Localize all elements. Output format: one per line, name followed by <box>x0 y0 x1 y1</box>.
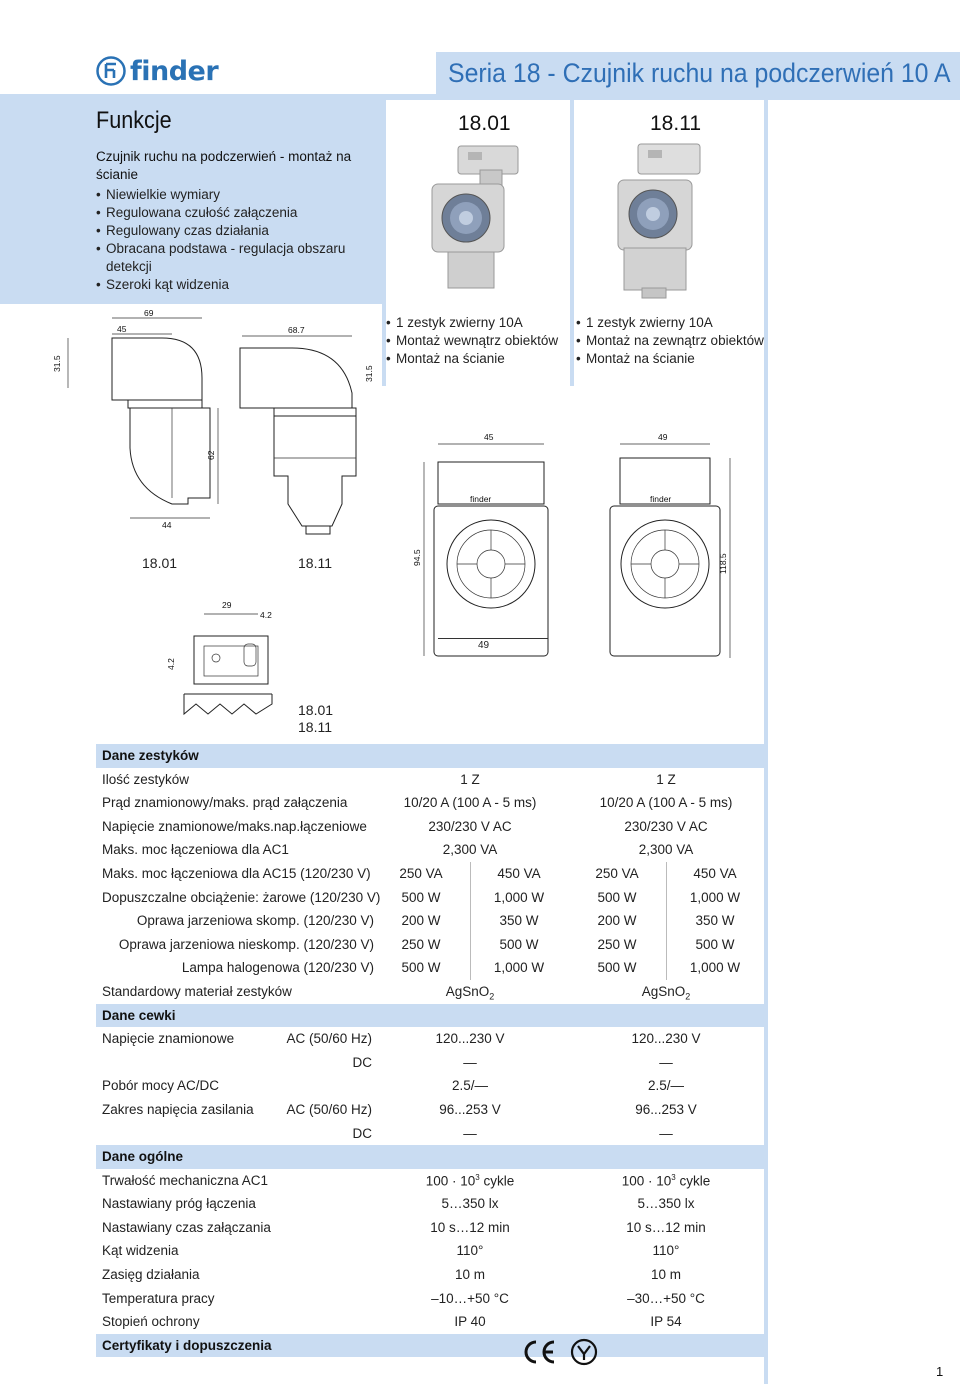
drawing-label-18-11: 18.11 <box>298 555 332 571</box>
value-18-01: — <box>463 1125 477 1141</box>
table-row <box>96 1027 764 1051</box>
row-label: Kąt widzenia <box>102 1243 179 1259</box>
value-18-01-a: 500 W <box>401 889 441 905</box>
row-label: Maks. moc łączeniowa dla AC1 <box>102 842 289 858</box>
material-subscript: 2 <box>685 991 691 1002</box>
value-18-11: 10 m <box>650 1267 681 1283</box>
value-18-11: 2,300 VA <box>638 842 694 858</box>
life-value: 100 · 10 <box>621 1173 672 1189</box>
value-18-11-a: 500 W <box>597 889 637 905</box>
value-18-01 <box>372 1173 568 1189</box>
row-label: Nastawiany próg łączenia <box>102 1196 256 1212</box>
value-18-01: 10 s…12 min <box>430 1219 510 1235</box>
sensor-head-outline <box>240 348 352 408</box>
cell-divider <box>666 909 667 933</box>
finder-logo-icon <box>96 56 126 86</box>
logo-mark: finder <box>650 494 672 504</box>
gland-outline <box>306 526 330 534</box>
value-18-01-b: 1,000 W <box>493 889 545 905</box>
value-18-11: 10/20 A (100 A - 5 ms) <box>599 795 733 811</box>
value-18-11-b: 450 VA <box>693 865 737 881</box>
row-label: Lampa halogenowa (120/230 V) <box>181 960 374 976</box>
dim-label: 31.5 <box>364 365 374 382</box>
row-sublabel: AC (50/60 Hz) <box>286 1101 372 1117</box>
dim-label: 68.7 <box>288 325 305 335</box>
model-code-18-11: 18.11 <box>650 112 701 135</box>
page-number: 1 <box>936 1364 944 1379</box>
cell-divider <box>470 886 471 910</box>
dim-label: 45 <box>117 324 127 334</box>
value-18-01-a: 200 W <box>401 913 441 929</box>
dim-label: 49 <box>478 640 490 651</box>
material-subscript: 2 <box>489 991 495 1002</box>
section-title: Dane ogólne <box>102 1149 184 1165</box>
product-photo-18-01 <box>410 140 550 300</box>
row-label: Temperatura pracy <box>102 1290 215 1306</box>
value-18-11-b: 1,000 W <box>689 960 741 976</box>
lens-center <box>477 550 505 578</box>
value-18-11 <box>568 1173 764 1189</box>
value-18-11 <box>568 984 764 1002</box>
value-18-01: 110° <box>456 1243 484 1259</box>
feature-item: • 1 zestyk zwierny 10A <box>576 314 764 332</box>
table-row <box>96 1216 764 1240</box>
life-exponent: 3 <box>475 1172 480 1182</box>
dim-label: 49 <box>658 432 668 442</box>
finder-logo <box>96 52 228 90</box>
table-row <box>96 956 764 980</box>
table-row <box>96 1169 764 1193</box>
value-18-11-a: 250 W <box>597 936 637 952</box>
value-18-11: 2.5/— <box>647 1078 685 1094</box>
row-label: Zasięg działania <box>102 1267 200 1283</box>
value-18-01: 1 Z <box>460 771 480 787</box>
table-row <box>96 1263 764 1287</box>
body-outline-18-01 <box>130 408 210 504</box>
table-row <box>96 815 764 839</box>
table-row <box>96 1310 764 1334</box>
value-18-11: –30…+50 °C <box>627 1290 705 1306</box>
row-label: Standardowy materiał zestyków <box>102 983 292 999</box>
table-row <box>96 1239 764 1263</box>
value-18-11-a: 200 W <box>597 913 637 929</box>
value-18-01: 230/230 V AC <box>428 818 512 834</box>
row-label: Prąd znamionowy/maks. prąd załączenia <box>102 795 348 811</box>
dim-label: 44 <box>162 520 172 530</box>
quality-mark-icon <box>570 1338 598 1366</box>
value-18-01-b: 500 W <box>499 936 539 952</box>
value-18-11: IP 54 <box>650 1314 682 1330</box>
table-row <box>96 1287 764 1311</box>
cell-divider <box>666 956 667 980</box>
value-18-11: 1 Z <box>656 771 676 787</box>
row-label: Napięcie znamionowe/maks.nap.łączeniowe <box>102 818 367 834</box>
table-row <box>96 1051 764 1075</box>
certification-marks <box>520 1338 598 1366</box>
row-label: Dopuszczalne obciążenie: żarowe (120/230 V) <box>102 889 381 905</box>
value-18-01-a: 250 VA <box>399 865 443 881</box>
row-label: Napięcie znamionowe <box>102 1031 235 1047</box>
drawing-label-18-01: 18.01 <box>298 702 334 718</box>
value-18-01-b: 450 VA <box>497 865 541 881</box>
section-coil <box>96 1004 764 1028</box>
value-18-11-b: 500 W <box>695 936 735 952</box>
sensor-head-outline <box>112 338 202 400</box>
row-sublabel: DC <box>352 1125 372 1141</box>
functions-list <box>96 186 378 294</box>
cell-divider <box>470 933 471 957</box>
row-sublabel: DC <box>352 1054 372 1070</box>
column-separator <box>764 96 768 1384</box>
row-label: Nastawiany czas załączania <box>102 1219 271 1235</box>
value-18-11-a: 500 W <box>597 960 637 976</box>
value-18-11: 10 s…12 min <box>626 1219 706 1235</box>
ce-mark-icon <box>520 1338 560 1366</box>
life-unit: cykle <box>479 1173 515 1189</box>
value-18-01 <box>372 984 568 1002</box>
front-view-drawing <box>410 426 740 666</box>
function-item: • Obracana podstawa - regulacja obszaru detekcji <box>96 240 378 276</box>
table-row <box>96 933 764 957</box>
material-value: AgSnO <box>445 983 490 999</box>
table-row <box>96 768 764 792</box>
base-view-drawing <box>160 596 290 720</box>
value-18-11: 110° <box>652 1243 680 1259</box>
row-label: Trwałość mechaniczna AC1 <box>102 1172 269 1188</box>
wall-section <box>184 694 272 714</box>
value-18-01: 120...230 V <box>435 1031 505 1047</box>
row-label: Oprawa jarzeniowa skomp. (120/230 V) <box>136 913 374 929</box>
value-18-01: 96...253 V <box>439 1101 501 1117</box>
lens-center <box>651 550 679 578</box>
value-18-11-b: 1,000 W <box>689 889 741 905</box>
section-contacts <box>96 744 764 768</box>
brand-name: finder <box>130 55 219 87</box>
value-18-01: 5…350 lx <box>441 1196 499 1212</box>
cell-divider <box>470 862 471 886</box>
table-row <box>96 791 764 815</box>
value-18-01: 2.5/— <box>451 1078 489 1094</box>
dim-line <box>438 638 548 639</box>
value-18-11: 96...253 V <box>635 1101 697 1117</box>
screw-hole <box>212 654 220 662</box>
row-label: Pobór mocy AC/DC <box>102 1078 220 1094</box>
slot-outline <box>244 644 256 666</box>
row-label: Zakres napięcia zasilania <box>102 1101 254 1117</box>
product-photo-18-11 <box>596 140 736 300</box>
dim-label: 4.2 <box>166 658 176 670</box>
value-18-01: 2,300 VA <box>442 842 498 858</box>
dim-label: 45 <box>484 432 494 442</box>
base-outline <box>194 636 268 684</box>
section-general <box>96 1145 764 1169</box>
row-label: Ilość zestyków <box>102 771 190 787</box>
model-features-18-01 <box>386 314 558 368</box>
functions-title: Funkcje <box>96 107 172 134</box>
series-title: Seria 18 - Czujnik ruchu na podczerwień 10 A <box>448 58 951 88</box>
dim-label: 31.5 <box>52 355 62 372</box>
table-row <box>96 862 764 886</box>
dim-label: 94.5 <box>412 549 422 566</box>
table-row <box>96 909 764 933</box>
drawing-label-18-11: 18.11 <box>298 719 332 735</box>
drawing-label-18-01: 18.01 <box>142 555 178 571</box>
value-18-01-b: 350 W <box>499 913 539 929</box>
section-title: Dane zestyków <box>102 748 199 763</box>
value-18-01: –10…+50 °C <box>431 1290 509 1306</box>
life-value: 100 · 10 <box>425 1173 476 1189</box>
value-18-11: — <box>659 1054 673 1070</box>
dim-label: 62 <box>206 450 216 460</box>
value-18-01: 10 m <box>454 1267 485 1283</box>
section-certificates <box>96 1334 764 1358</box>
table-row <box>96 980 764 1004</box>
cell-divider <box>470 956 471 980</box>
function-item: • Niewielkie wymiary <box>96 186 378 204</box>
model-features-18-11 <box>576 314 764 368</box>
feature-item: • Montaż na ścianie <box>576 350 764 368</box>
life-unit: cykle <box>675 1173 711 1189</box>
table-row <box>96 1074 764 1098</box>
section-title: Dane cewki <box>102 1007 176 1023</box>
material-value: AgSnO <box>641 983 686 999</box>
value-18-01: IP 40 <box>454 1314 486 1330</box>
function-item: • Regulowany czas działania <box>96 222 378 240</box>
section-title: Certyfikaty i dopuszczenia <box>102 1337 272 1353</box>
value-18-11: 120...230 V <box>631 1031 701 1047</box>
value-18-01-b: 1,000 W <box>493 960 545 976</box>
row-label: Maks. moc łączeniowa dla AC15 (120/230 V) <box>102 865 371 881</box>
cell-divider <box>666 933 667 957</box>
value-18-01-a: 250 W <box>401 936 441 952</box>
logo-mark: finder <box>470 494 492 504</box>
joint-outline <box>274 408 356 416</box>
value-18-11: 5…350 lx <box>637 1196 695 1212</box>
cell-divider <box>470 909 471 933</box>
function-item: • Regulowana czułość załączenia <box>96 204 378 222</box>
model-code-18-01: 18.01 <box>458 112 511 135</box>
side-view-drawing <box>52 308 382 558</box>
value-18-01: — <box>463 1054 477 1070</box>
table-row <box>96 1122 764 1146</box>
specifications-table <box>96 744 764 1357</box>
dim-label: 69 <box>144 308 154 318</box>
dim-label: 29 <box>222 600 232 610</box>
value-18-01-a: 500 W <box>401 960 441 976</box>
cell-divider <box>666 886 667 910</box>
joint-outline <box>128 400 202 408</box>
value-18-11-a: 250 VA <box>595 865 639 881</box>
life-exponent: 3 <box>671 1172 676 1182</box>
table-row <box>96 886 764 910</box>
table-row <box>96 1192 764 1216</box>
row-sublabel: AC (50/60 Hz) <box>286 1031 372 1047</box>
feature-item: • Montaż na zewnątrz obiektów <box>576 332 764 350</box>
row-label: Oprawa jarzeniowa nieskomp. (120/230 V) <box>118 936 374 952</box>
column-separator <box>570 96 574 386</box>
table-row <box>96 838 764 862</box>
value-18-01: 10/20 A (100 A - 5 ms) <box>403 795 537 811</box>
value-18-11-b: 350 W <box>695 913 735 929</box>
row-label: Stopień ochrony <box>102 1314 200 1330</box>
terminal-block <box>204 646 258 676</box>
table-row <box>96 1098 764 1122</box>
value-18-11: 230/230 V AC <box>624 818 708 834</box>
dim-label: 4.2 <box>260 610 272 620</box>
feature-item: • Montaż wewnątrz obiektów <box>386 332 558 350</box>
function-item: • Szeroki kąt widzenia <box>96 276 378 294</box>
feature-item: • Montaż na ścianie <box>386 350 558 368</box>
functions-subtitle: Czujnik ruchu na podczerwień - montaż na ścianie <box>96 149 352 182</box>
feature-item: • 1 zestyk zwierny 10A <box>386 314 558 332</box>
body-outline-18-11 <box>274 416 356 526</box>
value-18-11: — <box>659 1125 673 1141</box>
cell-divider <box>666 862 667 886</box>
dim-label: 118.5 <box>718 553 728 574</box>
